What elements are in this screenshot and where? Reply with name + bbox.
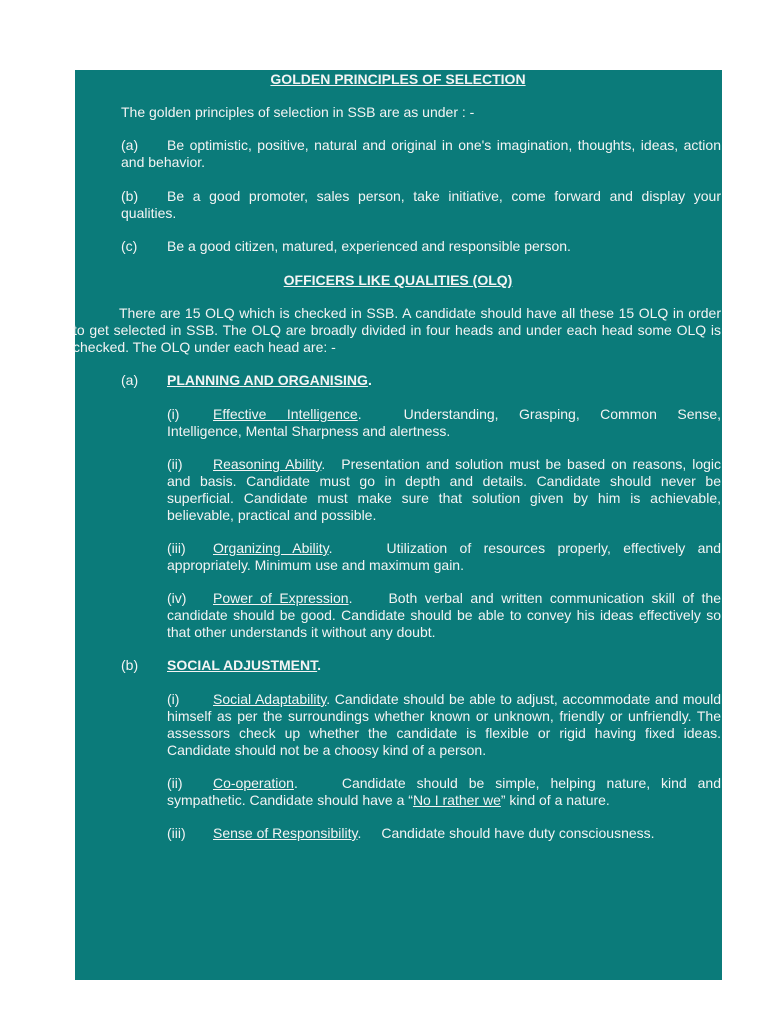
item-text: Understanding, Grasping, Common Sense, Intelligence, Mental Sharpness and alertness. <box>167 406 721 439</box>
item-name: Power of Expression <box>213 590 349 606</box>
intro-paragraph: The golden principles of selection in SSB are as under : - <box>121 104 475 120</box>
olq-intro-paragraph: There are 15 OLQ which is checked in SSB. A candidate should have all these 15 OLQ in order to get selected in SSB. The OLQ are broadly divided in four heads and under each head some OLQ is checked. The OLQ under each head are: - <box>73 305 721 355</box>
principle-label: (c) <box>121 238 138 254</box>
item-label: (i) <box>167 406 180 422</box>
olq-item-organizing-ability: (iii) Organizing Ability. Utilization of resources properly, effectively and appropriately. Minimum use and maximum gain. <box>167 540 721 573</box>
olq-item-effective-intelligence: (i) Effective Intelligence. Understanding, Grasping, Common Sense, Intelligence, Mental Sharpness and alertness. <box>167 406 721 439</box>
head-title: SOCIAL ADJUSTMENT <box>167 657 318 673</box>
item-text: Candidate should be able to adjust, accommodate and mould himself as per the surroundings whether known or unknown, friendly or unfriendly. The assessors check up whether the candidate is flexible or rigid having fixed ideas. Candidate should not be a choosy kind of a person. <box>167 691 721 758</box>
item-label: (ii) <box>167 456 183 472</box>
item-text: Utilization of resources properly, effectively and appropriately. Minimum use and maximum gain. <box>167 540 721 573</box>
item-label: (iv) <box>167 590 187 606</box>
item-label: (ii) <box>167 775 183 791</box>
olq-item-co-operation: (ii) Co-operation. Candidate should be simple, helping nature, kind and sympathetic. Candidate should have a “No I rather we” kind of a nature. <box>167 775 721 808</box>
item-name: Effective Intelligence <box>213 406 358 422</box>
principle-a <box>75 137 721 171</box>
olq-item-social-adaptability: (i) Social Adaptability. Candidate should be able to adjust, accommodate and mould himself as per the surroundings whether known or unknown, friendly or unfriendly. The assessors check up whether the candidate is flexible or rigid having fixed ideas. Candidate should not be a choosy kind of a person. <box>167 691 721 758</box>
olq-item-power-of-expression: (iv) Power of Expression. Both verbal and written communication skill of the candidate should be good. Candidate should be able to convey his ideas effectively so that other understands it without any doubt. <box>167 590 721 640</box>
principle-b <box>75 188 721 222</box>
item-name: Social Adaptability <box>213 691 327 707</box>
item-label: (i) <box>167 691 180 707</box>
principle-text: Be a good promoter, sales person, take initiative, come forward and display your qualities. <box>121 188 721 221</box>
head-title: PLANNING AND ORGANISING <box>167 372 368 388</box>
principle-label: (b) <box>121 188 139 204</box>
head-label: (a) <box>121 372 139 388</box>
principle-text: Be optimistic, positive, natural and original in one's imagination, thoughts, ideas, action and behavior. <box>121 137 721 170</box>
item-label: (iii) <box>167 825 186 841</box>
item-name: Reasoning Ability <box>213 456 322 472</box>
item-text: Both verbal and written communication skill of the candidate should be good. Candidate should be able to convey his ideas effectively so that other understands it without any doubt. <box>167 590 721 640</box>
item-quote: No I rather we <box>412 792 501 808</box>
head-a: (a) PLANNING AND ORGANISING. <box>121 372 372 388</box>
item-label: (iii) <box>167 540 186 556</box>
item-name: Organizing Ability <box>213 540 329 556</box>
item-text: Presentation and solution must be based on reasons, logic and basis. Candidate must go in depth and details. Candidate should never be superficial. Candidate must make sure that solution given by him is achievable, believable, practical and possible. <box>167 456 721 523</box>
heading-olq: OFFICERS LIKE QUALITIES (OLQ) <box>283 272 513 288</box>
principle-c <box>75 238 721 255</box>
olq-item-sense-of-responsibility: (iii) Sense of Responsibility. Candidate should have duty consciousness. <box>167 825 655 841</box>
olq-item-reasoning-ability: (ii) Reasoning Ability. Presentation and solution must be based on reasons, logic and basis. Candidate must go in depth and details. Candidate should never be superficial. Candidate must make sure that solution given by him is achievable, believable, practical and possible. <box>167 456 721 523</box>
item-text-after: ” kind of a nature. <box>500 792 610 808</box>
heading-golden-principles: GOLDEN PRINCIPLES OF SELECTION <box>270 71 526 87</box>
item-name: Co-operation <box>213 775 294 791</box>
head-b: (b) SOCIAL ADJUSTMENT. <box>121 657 322 673</box>
item-name: Sense of Responsibility <box>213 825 358 841</box>
item-text: Candidate should be simple, helping nature, kind and sympathetic. Candidate should have a “ <box>167 775 721 808</box>
item-text: Candidate should have duty consciousness. <box>381 825 655 841</box>
head-label: (b) <box>121 657 139 673</box>
principle-text: Be a good citizen, matured, experienced and responsible person. <box>167 238 571 254</box>
document-page <box>75 70 722 980</box>
principle-label: (a) <box>121 137 139 153</box>
